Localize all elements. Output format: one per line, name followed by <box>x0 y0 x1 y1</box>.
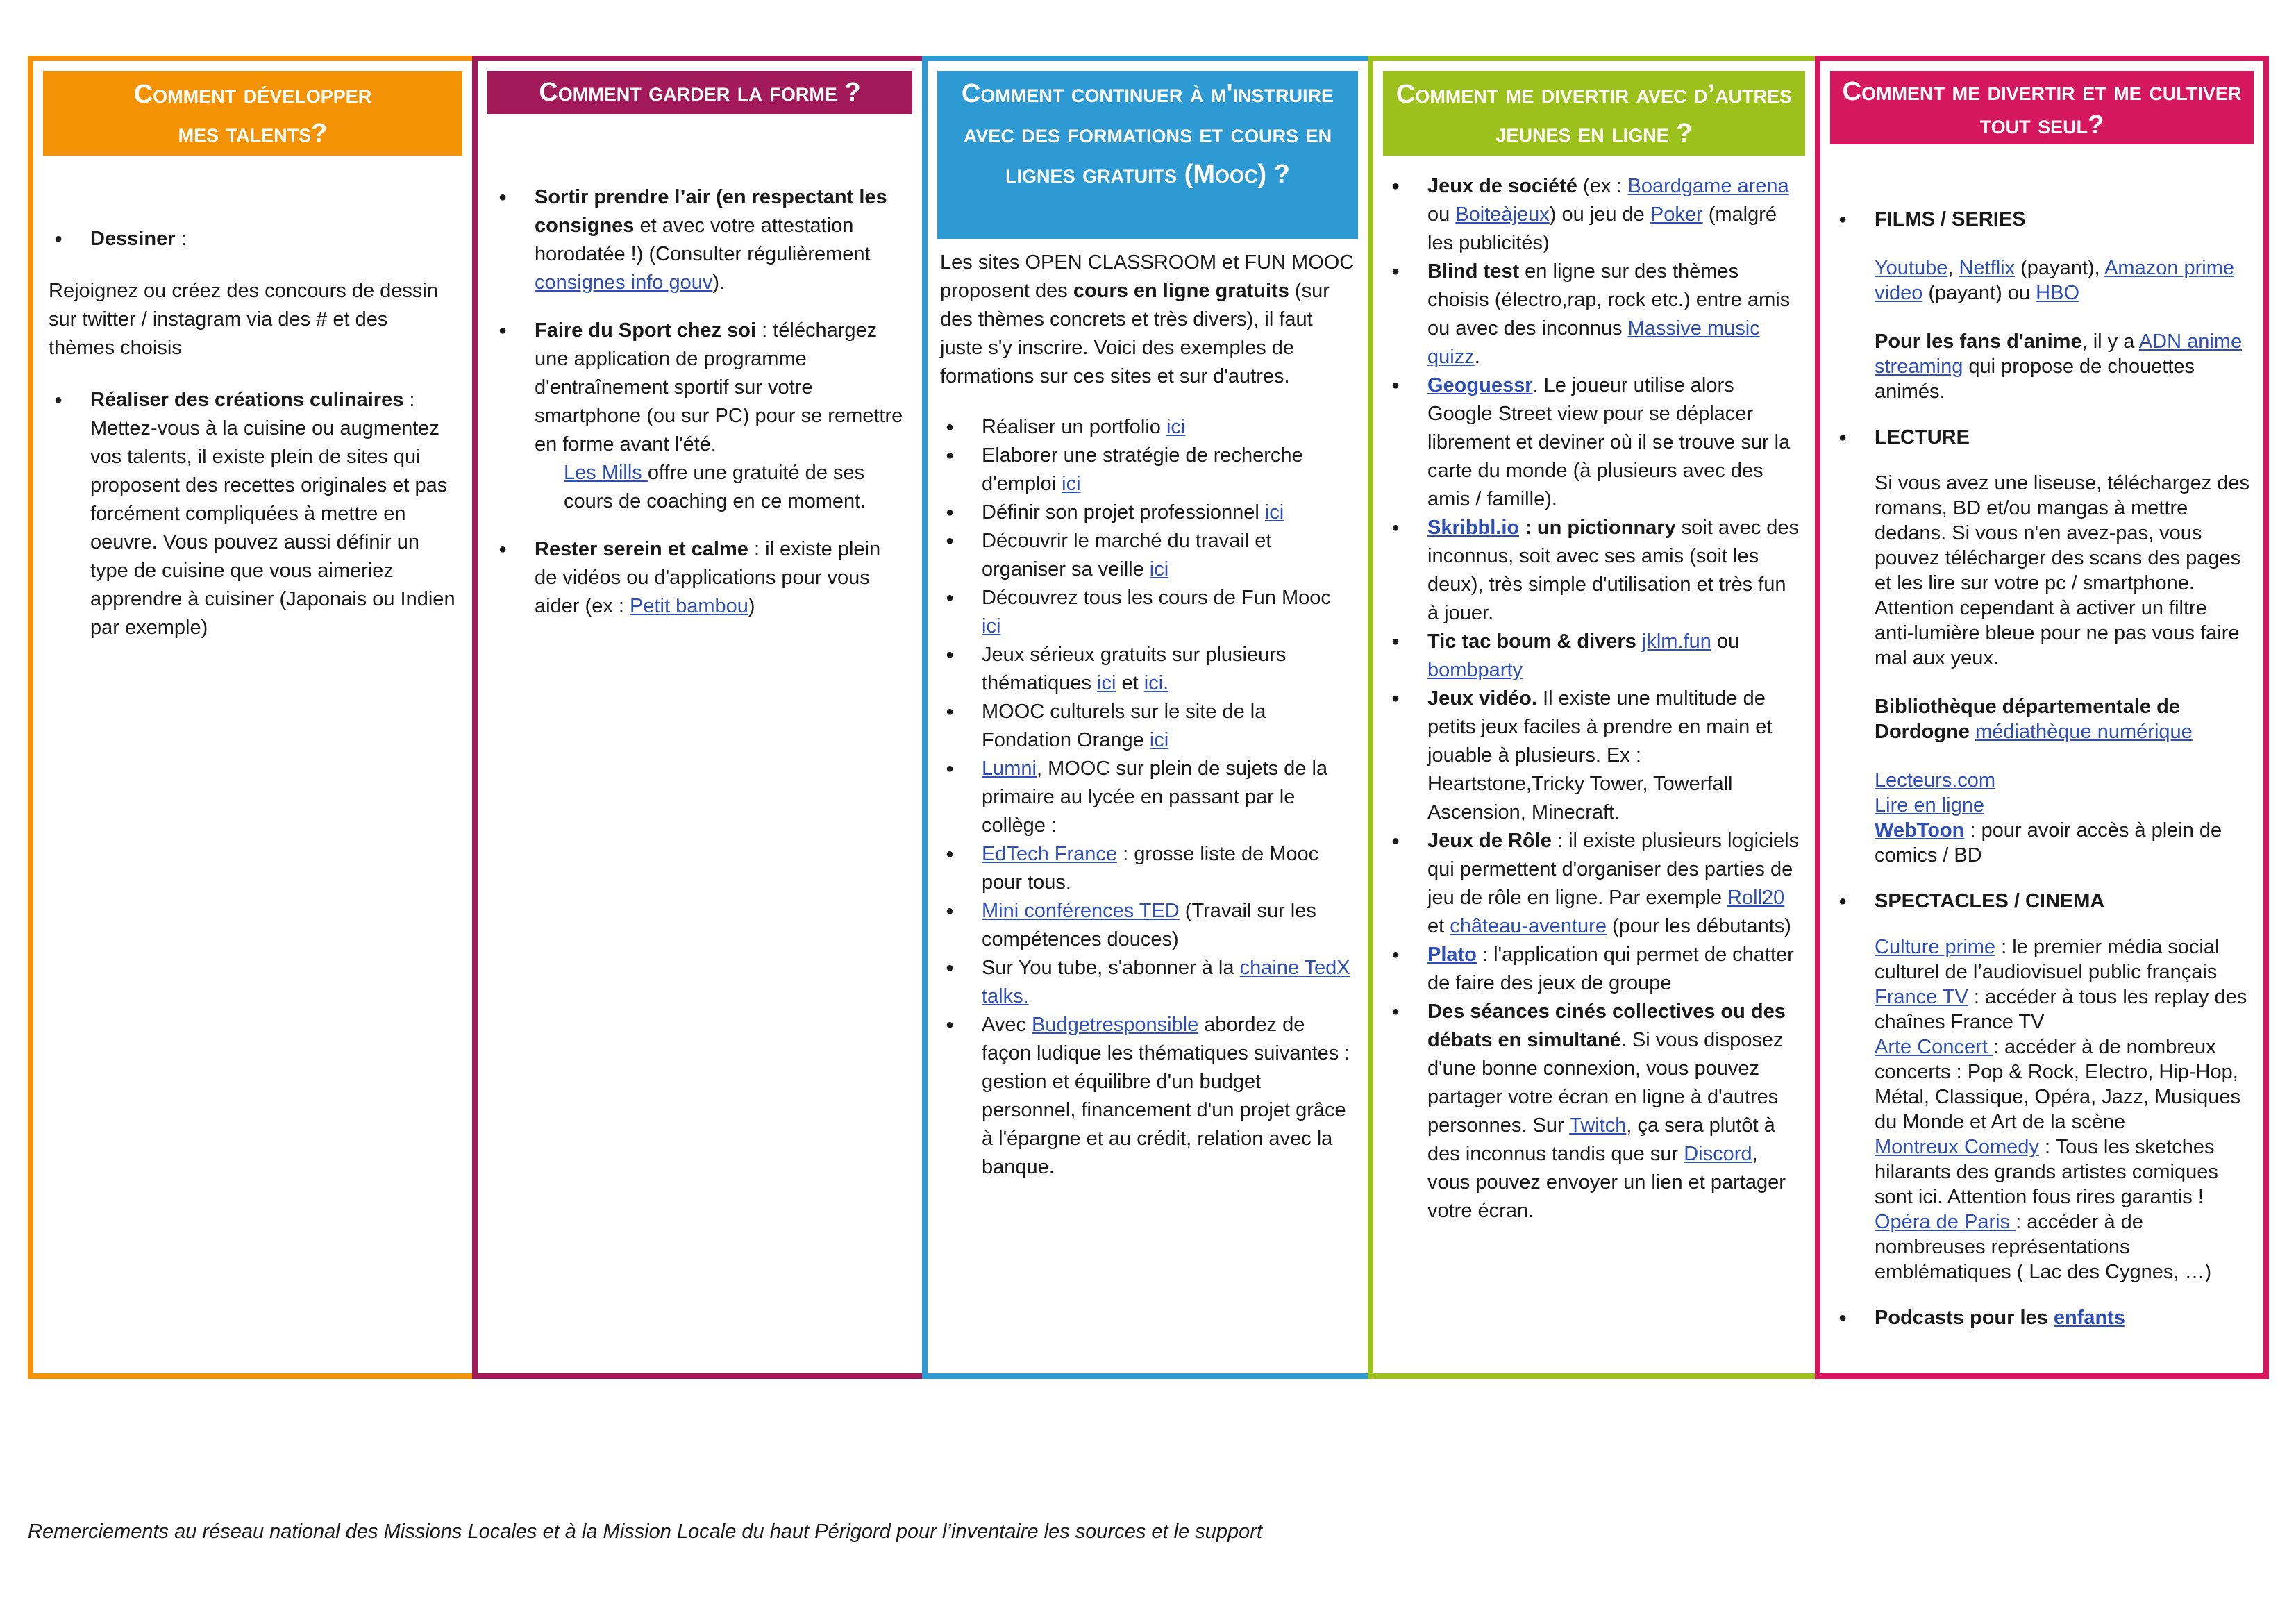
list-item: ● Elaborer une stratégie de recherche d'emploi ici <box>982 442 1355 499</box>
column-body-divertir-ensemble <box>1383 172 1805 1225</box>
link-ici[interactable]: ici <box>1264 501 1284 524</box>
list-item: ● SPECTACLES / CINEMA Culture prime : le premier média social culturel de l’audiovisuel public français France TV : accéder à tous les replay des chaînes France TV Arte Concert : accéder à de nombreux concerts : Pop & Rock, Electro, Hip-Hop, Métal, Classique, Opéra, Jazz, Musiques du Monde et Art de la scène Montreux Comedy : Tous les sketches hilarants des grands artistes comiques sont ici. Attention fous rires garantis ! Opéra de Paris : accéder à de nombreuses représentations emblématiques ( Lac des Cygnes, …) <box>1875 889 2251 1284</box>
column-header-talents <box>43 71 462 156</box>
link-lire-en-ligne[interactable]: Lire en ligne <box>1875 794 1984 817</box>
link-ici[interactable]: ici <box>1149 558 1169 580</box>
link-massive-music-quizz[interactable]: Massive music quizz <box>1427 317 1760 368</box>
link-ici[interactable]: ici <box>1166 416 1186 438</box>
column-header-mooc: Comment continuer à m'instruire avec des formations et cours en lignes gratuits (Mooc) ? <box>937 71 1358 239</box>
list-item: ● Dessiner : <box>90 225 457 253</box>
list-item: ● Sortir prendre l’air (en respectant les consignes et avec votre attestation horodatée !) (Consulter régulièrement consignes info gouv). <box>535 183 907 297</box>
list-item: ● Jeux de Rôle : il existe plusieurs logiciels qui permettent d'organiser des parties de jeu de rôle en ligne. Par exemple Roll20 et château-aventure (pour les débutants) <box>1427 827 1802 941</box>
list-item: ● Des séances cinés collectives ou des débats en simultané. Si vous disposez d'une bonne connexion, vous pouvez partager votre écran en ligne à d'autres personnes. Sur Twitch, ça sera plutôt à des inconnus tandis que sur Discord, vous pouvez envoyer un lien et partager votre écran. <box>1427 998 1802 1225</box>
list-item: ● Réaliser des créations culinaires : Mettez-vous à la cuisine ou augmentez vos talents, il existe plein de sites qui proposent des recettes originales et pas forcément compliquées à mettre en oeuvre. Vous pouvez aussi définir un type de cuisine que vous aimeriez apprendre à cuisiner (Japonais ou Indien par exemple) <box>90 386 457 642</box>
list-item: ● Geoguessr. Le joueur utilise alors Google Street view pour se déplacer librement et deviner où il se trouve sur la carte du monde (à plusieurs avec des amis / famille). <box>1427 371 1802 514</box>
link-netflix[interactable]: Netflix <box>1959 257 2016 279</box>
link-webtoon[interactable]: WebToon <box>1875 819 1965 842</box>
link-lecteurs[interactable]: Lecteurs.com <box>1875 769 1996 792</box>
list-item: ● Faire du Sport chez soi : téléchargez une application de programme d'entraînement sportif sur votre smartphone (ou sur PC) pour se remettre en forme avant l'été. Les Mills offre une gratuité de ses cours de coaching en ce moment. <box>535 317 907 516</box>
link-twitch[interactable]: Twitch <box>1569 1114 1627 1137</box>
link-geoguessr[interactable]: Geoguessr <box>1427 374 1533 396</box>
list-item: ● EdTech France : grosse liste de Mooc pour tous. <box>982 840 1355 897</box>
list-item: ● LECTURE Si vous avez une liseuse, téléchargez des romans, BD et/ou mangas à mettre dedans. Si vous n'en avez-pas, vous pouvez télécharger des scans des pages et les lire sur votre pc / smartphone. Attention cependant à activer un filtre anti-lumière bleue pour ne pas vous faire mal aux yeux. Bibliothèque départementale de Dordogne médiathèque numérique Lecteurs.com Lire en ligne WebToon : pour avoir accès à plein de comics / BD <box>1875 425 2251 868</box>
header-line-1: Comment développer <box>133 80 372 109</box>
link-montreux-comedy[interactable]: Montreux Comedy <box>1875 1136 2039 1158</box>
link-opera-paris[interactable]: Opéra de Paris <box>1875 1211 2016 1233</box>
link-france-tv[interactable]: France TV <box>1875 986 1968 1008</box>
column-header-forme: Comment garder la forme ? <box>487 71 912 114</box>
column-body-forme <box>487 183 912 621</box>
list-item: ● Lumni, MOOC sur plein de sujets de la primaire au lycée en passant par le collège : <box>982 755 1355 840</box>
list-item: ● Jeux vidéo. Il existe une multitude de petits jeux faciles à prendre en main et jouable à plusieurs. Ex : Heartstone,Tricky Tower, Towerfall Ascension, Minecraft. <box>1427 685 1802 827</box>
list-item: ● Jeux de société (ex : Boardgame arena ou Boiteàjeux) ou jeu de Poker (malgré les publicités) <box>1427 172 1802 258</box>
link-discord[interactable]: Discord <box>1684 1143 1752 1165</box>
column-divertir-seul <box>1815 56 2269 1379</box>
column-body-talents <box>43 225 462 642</box>
link-bombparty[interactable]: bombparty <box>1427 659 1523 681</box>
link-lumni[interactable]: Lumni <box>982 757 1037 780</box>
link-tedx[interactable]: chaine TedX talks. <box>982 957 1350 1007</box>
link-arte-concert[interactable]: Arte Concert <box>1875 1036 1993 1058</box>
list-item: ● Jeux sérieux gratuits sur plusieurs thématiques ici et ici. <box>982 641 1355 698</box>
link-boardgame-arena[interactable]: Boardgame arena <box>1627 175 1789 197</box>
column-forme <box>472 56 928 1379</box>
list-item: ● Réaliser un portfolio ici <box>982 413 1355 442</box>
paragraph: Les sites OPEN CLASSROOM et FUN MOOC proposent des cours en ligne gratuits (sur des thèmes concrets et très divers), il faut juste s'y inscrire. Voici des exemples de formations sur ces sites et sur d'autres. <box>940 251 1355 387</box>
link-poker[interactable]: Poker <box>1650 203 1703 226</box>
list-item: ● Podcasts pour les enfants <box>1875 1305 2251 1330</box>
list-item: ● Découvrez tous les cours de Fun Mooc ici <box>982 584 1355 641</box>
footer-acknowledgement: Remerciements au réseau national des Missions Locales et à la Mission Locale du haut Périgord pour l’inventaire les sources et le support <box>28 1521 1263 1543</box>
list-item: ● Avec Budgetresponsible abordez de façon ludique les thématiques suivantes : gestion et équilibre d'un budget personnel, financement d'un projet grâce à l'épargne et au crédit, relation avec la banque. <box>982 1011 1355 1182</box>
column-header-divertir-ensemble: Comment me divertir avec d’autres jeunes en ligne ? <box>1383 71 1805 156</box>
link-skribbl[interactable]: Skribbl.io <box>1427 517 1520 539</box>
link-mediatheque[interactable]: médiathèque numérique <box>1975 721 2193 743</box>
list-item: ● Sur You tube, s'abonner à la chaine TedX talks. <box>982 954 1355 1011</box>
link-consignes[interactable]: consignes info gouv <box>535 271 713 294</box>
column-header-divertir-seul: Comment me divertir et me cultiver tout seul? <box>1830 71 2254 144</box>
list-item: ● Définir son projet professionnel ici <box>982 499 1355 527</box>
link-youtube[interactable]: Youtube <box>1875 257 1948 279</box>
link-petit-bambou[interactable]: Petit bambou <box>630 595 748 617</box>
link-enfants[interactable]: enfants <box>2053 1307 2125 1329</box>
link-boiteajeux[interactable]: Boiteàjeux <box>1455 203 1550 226</box>
header-line-2: mes talents? <box>178 119 328 148</box>
paragraph: Rejoignez ou créez des concours de dessin sur twitter / instagram via des # et des thèmes choisis <box>49 280 438 359</box>
column-divertir-ensemble <box>1368 56 1820 1379</box>
column-talents <box>28 56 478 1379</box>
list-item: ● Mini conférences TED (Travail sur les compétences douces) <box>982 897 1355 954</box>
link-ici[interactable]: ici <box>1097 672 1116 694</box>
link-ici[interactable]: ici. <box>1143 672 1169 694</box>
link-ici[interactable]: ici <box>982 615 1001 637</box>
link-hbo[interactable]: HBO <box>2036 282 2079 304</box>
link-edtech[interactable]: EdTech France <box>982 843 1118 865</box>
column-body-divertir-seul <box>1830 207 2254 1330</box>
list-item: ● Tic tac boum & divers jklm.fun ou bombparty <box>1427 628 1802 685</box>
link-les-mills[interactable]: Les Mills <box>564 462 648 484</box>
list-item: ● MOOC culturels sur le site de la Fondation Orange ici <box>982 698 1355 755</box>
link-amazon-prime[interactable]: Amazon prime video <box>1875 257 2235 304</box>
link-budgetresponsible[interactable]: Budgetresponsible <box>1032 1014 1199 1036</box>
link-jklm[interactable]: jklm.fun <box>1641 630 1711 653</box>
link-culture-prime[interactable]: Culture prime <box>1875 936 1996 958</box>
link-chateau-aventure[interactable]: château-aventure <box>1450 915 1607 937</box>
link-ici[interactable]: ici <box>1062 473 1081 495</box>
link-plato[interactable]: Plato <box>1427 944 1477 966</box>
list-item: ● Skribbl.io : un pictionnary soit avec des inconnus, soit avec ses amis (soit les deux), très simple d'utilisation et très fun à jouer. <box>1427 514 1802 628</box>
list-item: ● Plato : l'application qui permet de chatter de faire des jeux de groupe <box>1427 941 1802 998</box>
column-body-mooc <box>937 249 1358 1182</box>
list-item: ● Découvrir le marché du travail et organiser sa veille ici <box>982 527 1355 584</box>
list-item: ● Blind test en ligne sur des thèmes choisis (électro,rap, rock etc.) entre amis ou avec des inconnus Massive music quizz. <box>1427 258 1802 371</box>
list-item: ● FILMS / SERIES Youtube, Netflix (payant), Amazon prime video (payant) ou HBO Pour les fans d'anime, il y a ADN anime streaming qui propose de chouettes animés. <box>1875 207 2251 404</box>
column-mooc <box>922 56 1373 1379</box>
link-roll20[interactable]: Roll20 <box>1727 887 1785 909</box>
list-item: ● Rester serein et calme : il existe plein de vidéos ou d'applications pour vous aider (ex : Petit bambou) <box>535 535 907 621</box>
link-ted[interactable]: Mini conférences TED <box>982 900 1180 922</box>
link-adn[interactable]: ADN anime streaming <box>1875 330 2243 378</box>
link-ici[interactable]: ici <box>1149 729 1169 751</box>
